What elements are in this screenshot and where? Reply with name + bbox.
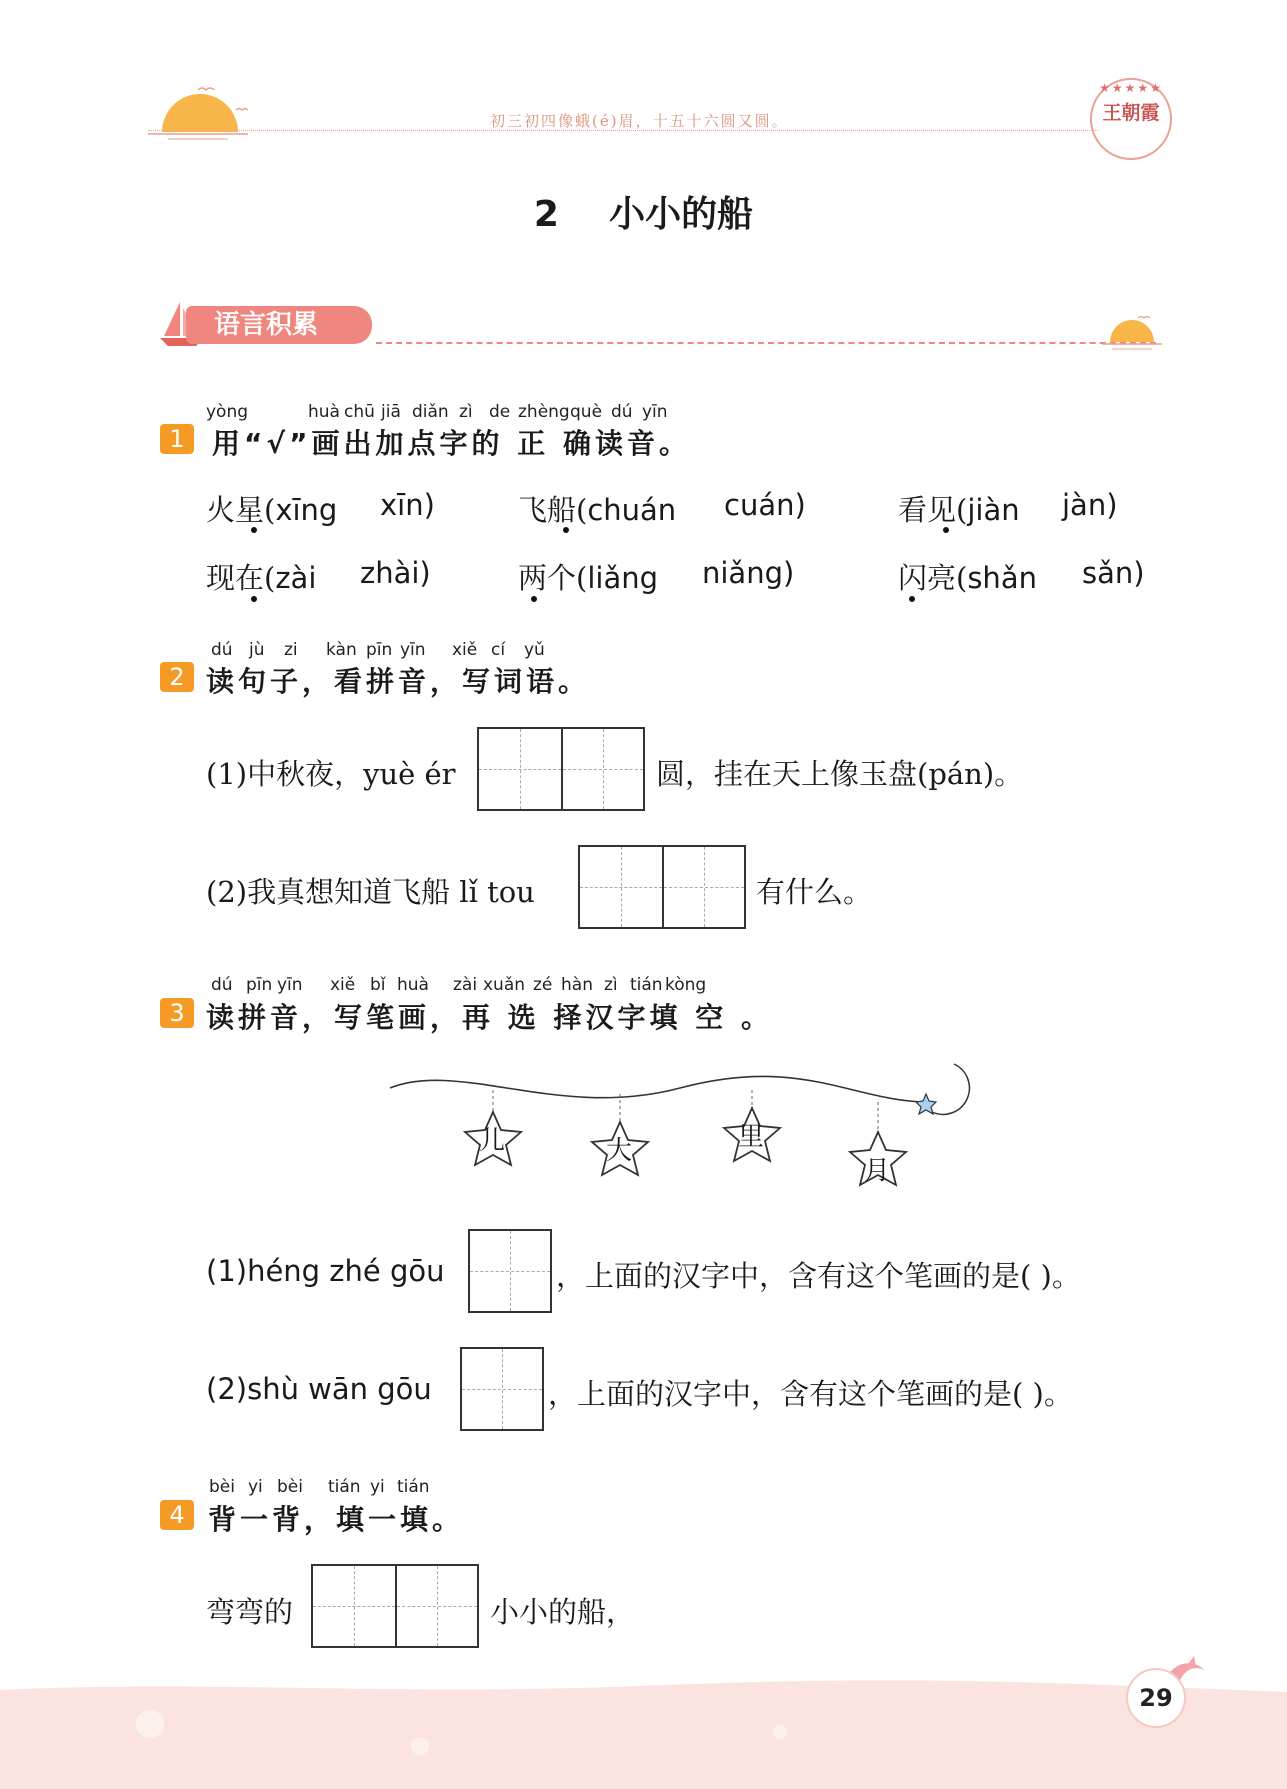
pinyin: xiě — [330, 975, 356, 995]
q4-line-before: 弯弯的 — [206, 1595, 294, 1629]
q2-sentence2-before: (2)我真想知道飞船 lǐ tou — [206, 875, 535, 909]
option-a[interactable]: jiàn — [967, 493, 1020, 527]
pinyin: de — [489, 402, 511, 422]
option-a[interactable]: xīng — [275, 493, 338, 527]
q1-item: 两个(liǎng — [518, 561, 659, 595]
star-shape — [465, 1108, 906, 1185]
q1-pinyin — [0, 402, 1287, 424]
q3-sentence1-after: ，上面的汉字中，含有这个笔画的是( )。 — [556, 1259, 1081, 1293]
lesson-title — [0, 186, 1287, 237]
pinyin: yi — [248, 1477, 263, 1497]
star-char-2: 大 — [606, 1136, 633, 1166]
option-b[interactable]: cuán) — [724, 488, 806, 522]
emphasis-dot — [251, 596, 257, 602]
pinyin: yīn — [400, 640, 426, 660]
pinyin: jiā — [381, 402, 401, 422]
pinyin: huà — [397, 975, 429, 995]
q3-number: 3 — [160, 998, 194, 1028]
section-divider — [376, 342, 1156, 344]
q3-instruction: 读拼音，写笔画，再 选 择汉字填 空 。 — [206, 1001, 773, 1034]
q1-item: 火星(xīng — [206, 493, 338, 527]
q1-item: 现在(zài — [206, 561, 317, 595]
pinyin: pīn — [366, 640, 393, 660]
option-b[interactable]: niǎng) — [702, 556, 795, 590]
pinyin: zhèng — [518, 402, 570, 422]
q3-pinyin — [0, 975, 1287, 997]
q2-pinyin — [0, 640, 1287, 662]
q1-item: 看见(jiàn — [898, 493, 1020, 527]
pinyin: yīn — [642, 402, 668, 422]
emphasis-dot — [563, 527, 569, 533]
pinyin: xuǎn — [483, 975, 526, 995]
small-sunset-icon — [1102, 312, 1162, 352]
pinyin: tián — [397, 1477, 430, 1497]
option-a[interactable]: zài — [275, 561, 317, 595]
pinyin: yǔ — [524, 640, 545, 660]
option-b[interactable]: sǎn) — [1082, 556, 1145, 590]
pinyin: zài — [453, 975, 478, 995]
small-star-icon — [916, 1094, 936, 1114]
star-char-1: 儿 — [479, 1126, 506, 1156]
pinyin: bèi — [277, 1477, 303, 1497]
pinyin: kàn — [326, 640, 357, 660]
pinyin: yīn — [277, 975, 303, 995]
author-seal — [1090, 78, 1172, 160]
emphasis-dot — [909, 596, 915, 602]
q2-sentence1-after: 圆，挂在天上像玉盘(pán)。 — [656, 757, 1024, 791]
seal-stars: ★★★★★ — [1099, 81, 1163, 95]
pinyin: dú — [611, 402, 633, 422]
page-number: 29 — [1126, 1668, 1186, 1728]
pinyin: zì — [459, 402, 473, 422]
lesson-name: 小小的船 — [609, 194, 754, 235]
q3-stroke-box-2[interactable] — [460, 1347, 544, 1431]
option-a[interactable]: chuán — [587, 493, 677, 527]
q4-line-after: 小小的船， — [490, 1595, 636, 1629]
pinyin: jù — [249, 640, 265, 660]
pinyin: huà — [308, 402, 340, 422]
pinyin: yòng — [206, 402, 249, 422]
option-b[interactable]: zhài) — [360, 556, 431, 590]
q2-answer-grid-2[interactable] — [578, 845, 746, 929]
pinyin: tián — [630, 975, 663, 995]
q4-answer-grid[interactable] — [311, 1564, 479, 1648]
moon-icon — [932, 1064, 969, 1114]
q1-number: 1 — [160, 424, 194, 454]
pinyin: zì — [604, 975, 618, 995]
q4-instruction: 背一背，填一填。 — [208, 1503, 465, 1536]
pinyin: bèi — [209, 1477, 235, 1497]
q1-item: 闪亮(shǎn — [898, 561, 1037, 595]
emphasis-dot — [251, 527, 257, 533]
q4-pinyin — [0, 1477, 1287, 1499]
q2-instruction: 读句子，看拼音，写词语。 — [206, 665, 591, 698]
pinyin: bǐ — [370, 975, 386, 995]
emphasis-dot — [531, 596, 537, 602]
option-a[interactable]: liǎng — [587, 561, 659, 595]
header-motto: 初三初四像蛾(é)眉，十五十六圆又圆。 — [490, 112, 789, 130]
q3-sentence1-before: (1)héng zhé gōu — [206, 1254, 445, 1288]
pinyin: kòng — [665, 975, 707, 995]
q2-sentence2-after: 有什么。 — [756, 875, 873, 909]
q3-sentence2-before: (2)shù wān gōu — [206, 1372, 432, 1406]
q2-sentence1-before: (1)中秋夜，yuè ér — [206, 757, 456, 791]
pinyin: diǎn — [412, 402, 449, 422]
option-b[interactable]: xīn) — [380, 488, 435, 522]
pinyin: chū — [344, 402, 375, 422]
option-b[interactable]: jàn) — [1062, 488, 1118, 522]
section-banner: 语言积累 — [186, 306, 372, 344]
pinyin: yi — [370, 1477, 385, 1497]
pinyin: xiě — [452, 640, 478, 660]
emphasis-dot — [943, 527, 949, 533]
option-a[interactable]: shǎn — [967, 561, 1037, 595]
q2-answer-grid-1[interactable] — [477, 727, 645, 811]
pinyin: tián — [328, 1477, 361, 1497]
header-divider — [148, 130, 1098, 131]
q3-sentence2-after: ，上面的汉字中，含有这个笔画的是( )。 — [548, 1377, 1073, 1411]
star-char-4: 月 — [864, 1156, 891, 1186]
pinyin: hàn — [561, 975, 593, 995]
q1-item: 飞船(chuán — [518, 493, 677, 527]
pinyin: dú — [211, 640, 233, 660]
q3-stroke-box-1[interactable] — [468, 1229, 552, 1313]
sunset-icon — [148, 80, 258, 140]
star-char-3: 里 — [738, 1122, 765, 1152]
string-line — [390, 1076, 925, 1102]
pinyin: zé — [533, 975, 553, 995]
seal-name: 王朝霞 — [1102, 102, 1160, 124]
lesson-number: 2 — [533, 194, 559, 235]
footer-wave-background — [0, 1676, 1287, 1789]
pinyin: pīn — [246, 975, 273, 995]
pinyin: zi — [284, 640, 298, 660]
q1-instruction: 用“√”画出加点字的 正 确读音。 — [212, 427, 691, 460]
pinyin: cí — [491, 640, 506, 660]
q4-number: 4 — [160, 1500, 194, 1530]
pinyin: dú — [211, 975, 233, 995]
pinyin: què — [570, 402, 603, 422]
q2-number: 2 — [160, 662, 194, 692]
